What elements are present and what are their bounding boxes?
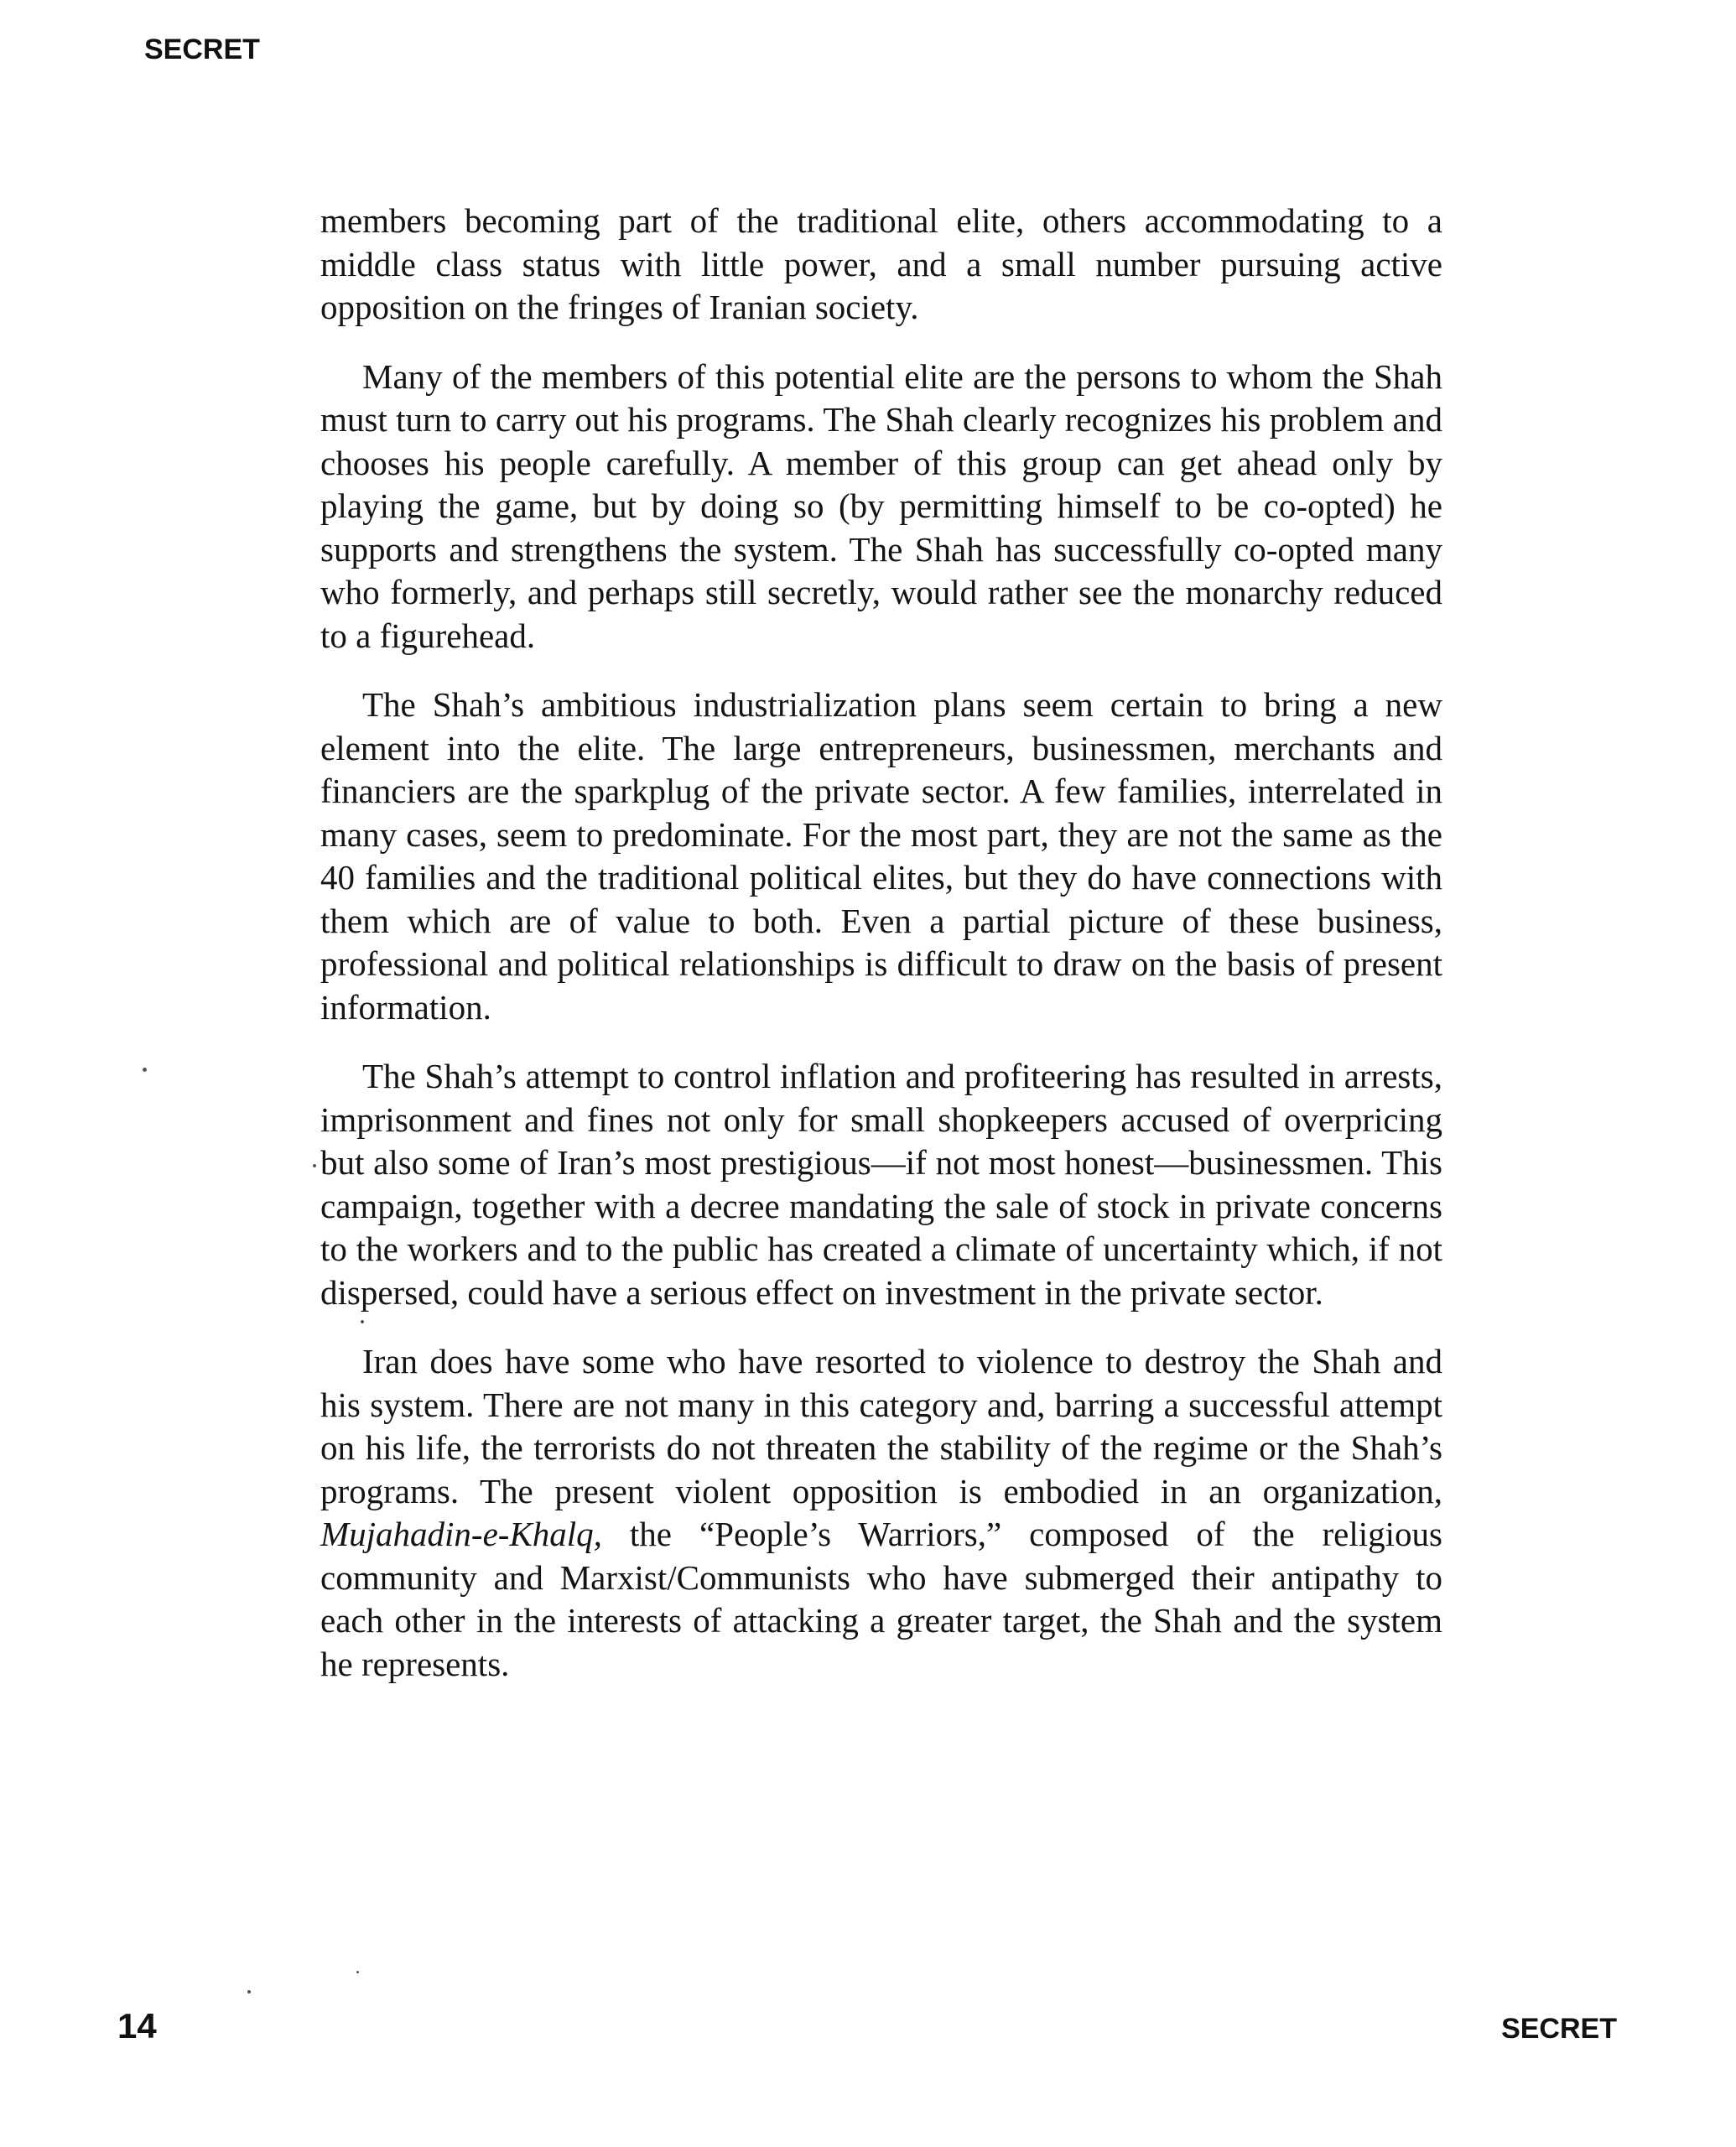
paragraph-2: Many of the members of this potential elite are the persons to whom the Shah must turn to carry out his programs. The Shah clearly recognizes his problem and chooses his people carefully. A member of this group can get ahead only by playing the game, but by doing so (by permitting himself to be co-opted) he supports and strengthens the system. The Shah has successfully co-opted many who formerly, and perhaps still secretly, would rather see the monarchy reduced to a figurehead. [320,356,1442,655]
scan-speck [356,1971,359,1973]
scan-speck [247,1990,251,1994]
paragraph-5-text-after: the “People’s Warriors,” composed of the religious community and Marxist/Communists who have submerged their antipathy to each other in the interests of attacking a greater target, the Shah and the system he represents. [320,1515,1442,1683]
scan-speck [361,1320,364,1323]
paragraph-1: members becoming part of the traditional elite, others accommodating to a middle class status with little power, and a small number pursuing active opposition on the fringes of Iranian society. [320,201,1442,326]
organization-name-italic: Mujahadin-e-Khalq, [320,1515,602,1553]
paragraph-4: The Shah’s attempt to control inflation and profiteering has resulted in arrests, imprisonment and fines not only for small shopkeepers accused of overpricing but also some of Iran’s most prestigious—if not most honest—businessmen. This campaign, together with a decree mandating the sale of stock in private concerns to the workers and to the public has created a climate of uncertainty which, if not dispersed, could have a serious effect on investment in the private sector. [320,1057,1442,1312]
paragraph-5-text-before: Iran does have some who have resorted to violence to destroy the Shah and his system. There are not many in this category and, barring a successful attempt on his life, the terrorists do not threaten the stability of the regime or the Shah’s programs. The present violent opposition is embodied in an organization, [320,1342,1442,1510]
paragraph-5 [320,1340,1442,1686]
scan-speck [143,1068,147,1072]
footer-classification-marking: SECRET [1501,2013,1617,2045]
paragraph-3: The Shah’s ambitious industrialization plans seem certain to bring a new element into the elite. The large entrepreneurs, businessmen, merchants and financiers are the sparkplug of the private sector. A few families, interrelated in many cases, seem to predominate. For the most part, they are not the same as the 40 families and the traditional political elites, but they do have connections with them which are of value to both. Even a partial picture of these business, professional and political relationships is difficult to draw on the basis of present information. [320,685,1442,1027]
document-body [320,200,1442,1686]
scan-speck [313,1164,316,1167]
header-classification-marking: SECRET [144,34,260,65]
page-number: 14 [117,2006,157,2046]
